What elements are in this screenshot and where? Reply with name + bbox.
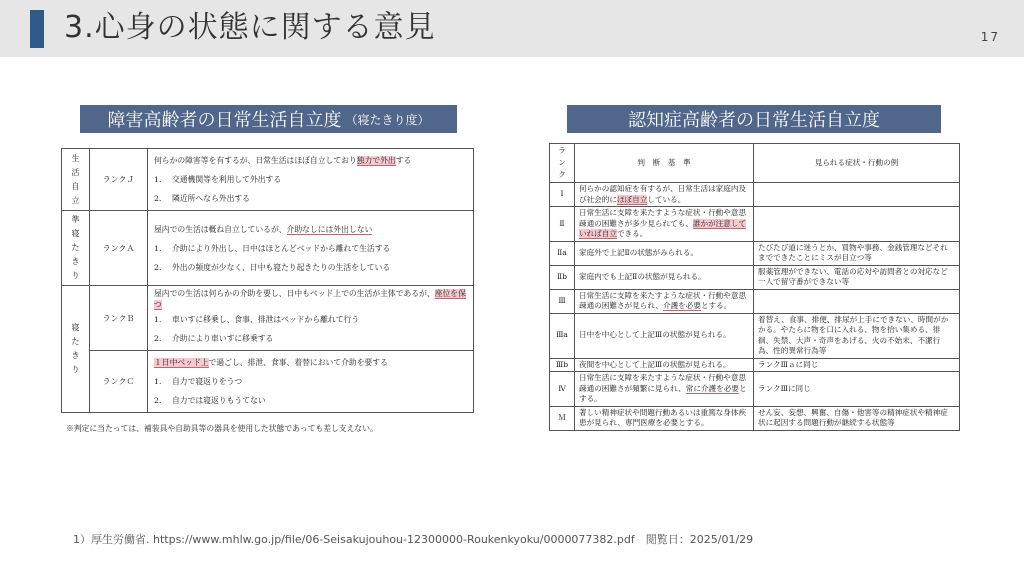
source-footnote: 1）厚生労働省. https://www.mhlw.go.jp/file/06-Seisakujouhou-12300000-Roukenkyoku/0000077382.pdf 閲覧日：2025/01/29: [73, 533, 754, 546]
judgment-cell: 家庭外で上記Ⅱの状態がみられる。: [575, 241, 754, 265]
list-item: [154, 170, 467, 189]
desc-highlight: 介助なしには外出しない: [286, 224, 373, 234]
list-item: [154, 372, 467, 391]
category-cell: [62, 286, 90, 413]
item-number: 1.: [154, 175, 162, 184]
item-number: 2.: [154, 262, 162, 272]
rank-cell: Ⅳ: [550, 372, 575, 407]
rank-cell: Ⅲa: [550, 313, 575, 358]
rank-cell: Ⅲb: [550, 358, 575, 372]
item-text: 自力では寝返りもうてない: [172, 396, 266, 405]
item-text: 隣近所へなら外出する: [172, 194, 250, 203]
judgment-cell: [575, 183, 754, 207]
table-row: [550, 372, 960, 407]
judgment-text: 日常生活に支障を来たすような症状・行動や意思疎通の困難さが見られ、: [579, 290, 747, 310]
disability-independence-table: [61, 148, 474, 413]
rank-cell: ランクＡ: [90, 211, 148, 286]
list-item: [154, 329, 467, 348]
judgment-text: とする。: [700, 301, 732, 310]
header-rank-label: ランク: [558, 146, 566, 179]
list-item: [154, 310, 467, 329]
list-item: [154, 189, 467, 208]
judgment-cell: [575, 207, 754, 242]
table-row: [62, 149, 474, 211]
symptoms-cell: たびたび道に迷うとか、買物や事務、金銭管理などそれまでできたことにミスが目立つ等: [754, 241, 960, 265]
table-header-row: [550, 144, 960, 183]
category-label: 準寝たきり: [71, 215, 80, 280]
category-label: 寝たきり: [71, 323, 80, 374]
judgment-highlight: 常に介護を必要: [685, 383, 739, 393]
item-number: 2.: [154, 334, 162, 343]
item-text: 交通機関等を利用して外出する: [172, 175, 282, 184]
judgment-cell: 著しい精神症状や問題行動あるいは重篤な身体疾患が見られ、専門医療を必要とする。: [575, 406, 754, 430]
item-text: 介助により車いすに移乗する: [172, 334, 274, 343]
item-text: 介助により外出し、日中はほとんどベッドから離れて生活する: [172, 243, 391, 253]
rank-cell: Ⅱ: [550, 207, 575, 242]
item-number: 2.: [154, 396, 162, 405]
header-rank: [550, 144, 575, 183]
judgment-text: できる。: [616, 229, 648, 238]
rank-cell: ランクＣ: [90, 351, 148, 413]
table-note: ※判定に当たっては、補装具や自助具等の器具を使用した状態であっても差し支えない。: [66, 424, 378, 433]
table-row: [550, 207, 960, 242]
description-main: [154, 288, 467, 310]
list-item: [154, 258, 467, 277]
rank-cell: Ⅲ: [550, 289, 575, 313]
table-row: [550, 313, 960, 358]
rank-cell: Ⅱa: [550, 241, 575, 265]
header-symptoms: 見られる症状・行動の例: [754, 144, 960, 183]
judgment-text: 日常生活に支障を来たすような症状・行動や意思疎通の困難さが頻繁に見られ、: [579, 373, 747, 393]
judgment-cell: 家庭内でも上記Ⅱの状態が見られる。: [575, 265, 754, 289]
right-banner-title: 認知症高齢者の日常生活自立度: [628, 110, 880, 131]
header-judgment: 判 断 基 準: [575, 144, 754, 183]
item-text: 自力で寝返りをうつ: [172, 377, 243, 386]
symptoms-cell: [754, 183, 960, 207]
desc-text: で過ごし、排泄、食事、着替において介助を要する: [208, 358, 388, 367]
left-banner: [80, 105, 457, 133]
judgment-highlight: 介護を必要: [663, 301, 701, 310]
desc-text: 屋内での生活は何らかの介助を要し、日中もベッド上での生活が主体であるが、: [154, 289, 435, 298]
page-number: 17: [980, 30, 1000, 44]
description-main: [154, 220, 467, 239]
judgment-cell: 夜間を中心として上記Ⅲの状態が見られる。: [575, 358, 754, 372]
item-number: 1.: [154, 377, 162, 386]
rank-cell: Ⅱb: [550, 265, 575, 289]
item-text: 外出の頻度が少なく、日中も寝たり起きたりの生活をしている: [172, 262, 391, 272]
table-row: [62, 351, 474, 413]
item-number: 2.: [154, 194, 162, 203]
category-cell: [62, 211, 90, 286]
description-cell: [148, 211, 474, 286]
left-banner-subtitle: （寝たきり度）: [345, 112, 430, 127]
table-row: [550, 358, 960, 372]
description-main: [154, 353, 467, 372]
judgment-highlight: 誰かが注意していれば自立: [579, 218, 747, 238]
description-cell: [148, 149, 474, 211]
table-row: [62, 211, 474, 286]
category-cell: [62, 149, 90, 211]
table-row: [550, 406, 960, 430]
header-bar: [0, 0, 1024, 57]
judgment-cell: [575, 289, 754, 313]
symptoms-cell: 服薬管理ができない、電話の応対や訪問者との対応など一人で留守番ができない等: [754, 265, 960, 289]
desc-text: 屋内での生活は概ね自立しているが、: [154, 224, 287, 234]
judgment-text: している。: [647, 194, 686, 204]
desc-highlight: １日中ベッド上: [154, 358, 209, 367]
description-cell: [148, 286, 474, 351]
right-banner: [567, 105, 941, 133]
desc-text: する: [395, 156, 412, 165]
symptoms-cell: ランクⅢａに同じ: [754, 358, 960, 372]
list-item: [154, 239, 467, 258]
item-number: 1.: [154, 315, 162, 324]
symptoms-cell: [754, 207, 960, 242]
judgment-highlight: ほぼ自立: [616, 194, 648, 204]
judgment-cell: [575, 372, 754, 407]
rank-cell: ランクＢ: [90, 286, 148, 351]
judgment-text: 何らかの認知症を有するが、日常生活は家庭内及び社会的に: [579, 184, 747, 204]
desc-text: 何らかの障害等を有するが、日常生活はほぼ自立しており: [154, 156, 357, 165]
judgment-cell: 日中を中心として上記Ⅲの状態が見られる。: [575, 313, 754, 358]
page-title: 3.心身の状態に関する意見: [64, 10, 436, 45]
desc-highlight: 独力で外出: [356, 156, 396, 165]
dementia-independence-table: [549, 143, 960, 431]
header-accent: [30, 10, 44, 48]
symptoms-cell: 着替え、食事、排便、排尿が上手にできない、時間がかかる。やたらに物を口に入れる、物を拾い集める、徘徊、失禁、大声・奇声をあげる、火の不始末、不潔行為、性的異常行為等: [754, 313, 960, 358]
judgment-text: とする。: [579, 383, 747, 403]
item-number: 1.: [154, 243, 162, 253]
table-row: [62, 286, 474, 351]
rank-cell: ランクＪ: [90, 149, 148, 211]
judgment-text: 日常生活に支障を来たすような症状・行動や意思疎通の困難さが多少見られても、: [579, 208, 747, 228]
rank-cell: Ｍ: [550, 406, 575, 430]
item-text: 車いすに移乗し、食事、排泄はベッドから離れて行う: [172, 315, 360, 324]
description-main: [154, 151, 467, 170]
table-row: [550, 289, 960, 313]
symptoms-cell: [754, 289, 960, 313]
symptoms-cell: せん妄、妄想、興奮、自傷・他害等の精神症状や精神症状に起因する問題行動が継続する状態等: [754, 406, 960, 430]
list-item: [154, 391, 467, 410]
table-row: [550, 265, 960, 289]
table-row: [550, 241, 960, 265]
table-row: [550, 183, 960, 207]
category-label: 生活自立: [71, 153, 80, 205]
symptoms-cell: ランクⅢに同じ: [754, 372, 960, 407]
desc-highlight: 座位を保つ: [154, 289, 466, 309]
rank-cell: Ⅰ: [550, 183, 575, 207]
left-banner-title: 障害高齢者の日常生活自立度: [107, 110, 342, 131]
description-cell: [148, 351, 474, 413]
